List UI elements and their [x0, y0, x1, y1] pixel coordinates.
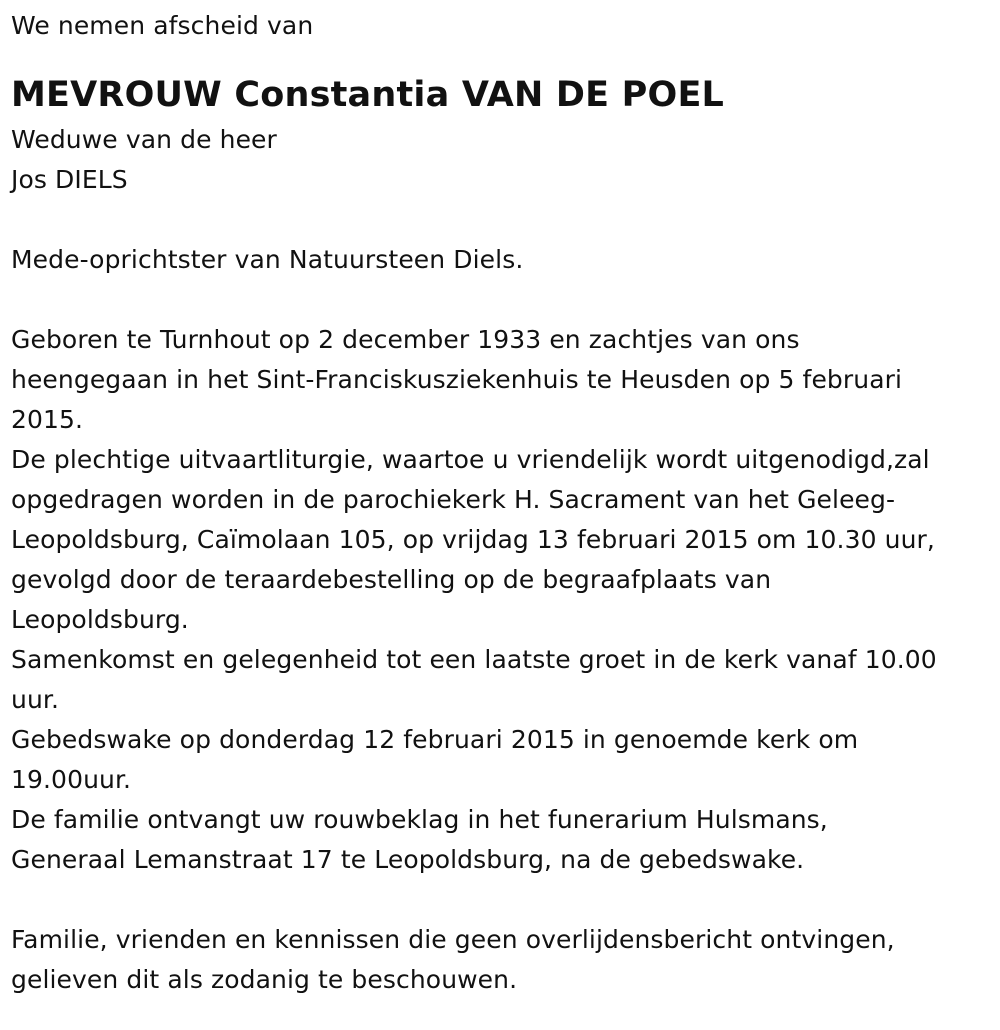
spacer: [11, 880, 991, 920]
closing-line: gelieven dit als zodanig te beschouwen.: [11, 965, 518, 994]
spacer: [11, 200, 991, 240]
widow-line: Weduwe van de heer: [11, 125, 277, 154]
body-line: opgedragen worden in de parochiekerk H. Sacrament van het Geleeg-: [11, 485, 896, 514]
deceased-name: MEVROUW Constantia VAN DE POEL: [11, 75, 725, 115]
body-line: Leopoldsburg, Caïmolaan 105, op vrijdag 13 februari 2015 om 10.30 uur,: [11, 525, 935, 554]
closing-paragraph: [11, 920, 991, 1000]
body-line: uur.: [11, 685, 60, 714]
body-line: 19.00uur.: [11, 765, 132, 794]
body-line: heengegaan in het Sint-Franciskusziekenhuis te Heusden op 5 februari: [11, 365, 903, 394]
body-line: 2015.: [11, 405, 84, 434]
intro-text: We nemen afscheid van: [11, 11, 314, 40]
spacer: [11, 280, 991, 320]
body-line: Leopoldsburg.: [11, 605, 189, 634]
spouse-name: Jos DIELS: [11, 165, 128, 194]
body-line: De familie ontvangt uw rouwbeklag in het funerarium Hulsmans,: [11, 805, 828, 834]
body-line: De plechtige uitvaartliturgie, waartoe u vriendelijk wordt uitgenodigd,zal: [11, 445, 930, 474]
body-line: Samenkomst en gelegenheid tot een laatste groet in de kerk vanaf 10.00: [11, 645, 937, 674]
body-line: Generaal Lemanstraat 17 te Leopoldsburg, na de gebedswake.: [11, 845, 805, 874]
role-text: Mede-oprichtster van Natuursteen Diels.: [11, 245, 524, 274]
body-line: gevolgd door de teraardebestelling op de begraafplaats van: [11, 565, 772, 594]
body-line: Gebedswake op donderdag 12 februari 2015 in genoemde kerk om: [11, 725, 859, 754]
body-line: Geboren te Turnhout op 2 december 1933 en zachtjes van ons: [11, 325, 800, 354]
obituary-notice: [11, 6, 991, 1000]
closing-line: Familie, vrienden en kennissen die geen overlijdensbericht ontvingen,: [11, 925, 895, 954]
body-paragraph: [11, 320, 991, 880]
